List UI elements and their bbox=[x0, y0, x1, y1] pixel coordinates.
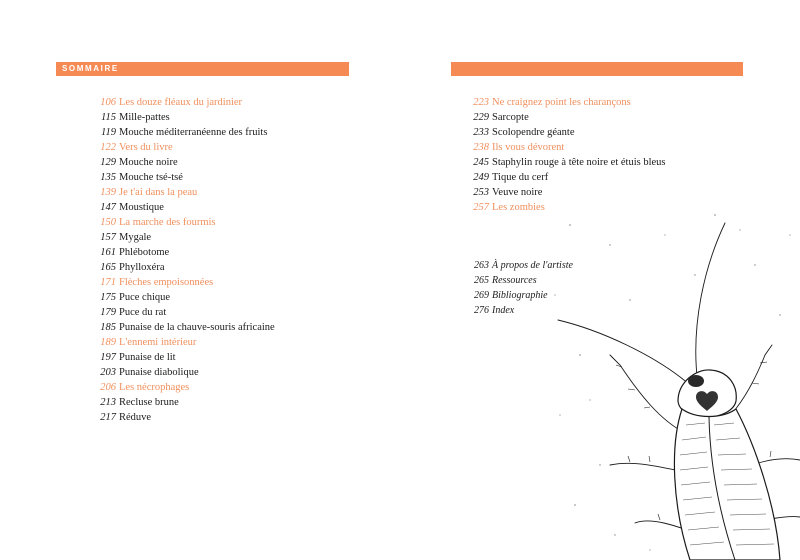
toc-entry bbox=[96, 365, 275, 380]
toc-entry bbox=[96, 215, 275, 230]
toc-page-number: 276 bbox=[474, 305, 489, 316]
toc-section-title: Les douze fléaux du jardinier bbox=[119, 97, 243, 108]
toc-page-number: 253 bbox=[473, 187, 489, 198]
toc-entry-title: Réduve bbox=[119, 412, 152, 423]
toc-entry-title: Phylloxéra bbox=[119, 262, 165, 273]
toc-entry-title: Moustique bbox=[119, 202, 164, 213]
toc-entry-title: Phlébotome bbox=[119, 247, 170, 258]
toc-page-number: 106 bbox=[100, 97, 116, 108]
toc-page-number: 265 bbox=[474, 275, 489, 286]
toc-page-number: 263 bbox=[474, 260, 489, 271]
toc-page-number: 147 bbox=[100, 202, 116, 213]
toc-entry bbox=[469, 125, 666, 140]
header-bar-right bbox=[451, 62, 743, 76]
toc-entry-title: Veuve noire bbox=[492, 187, 543, 198]
header-bar-left bbox=[56, 62, 349, 76]
toc-entry-title: Mille-pattes bbox=[119, 112, 170, 123]
toc-entry-title: Ressources bbox=[492, 275, 537, 286]
page-title: SOMMAIRE bbox=[62, 64, 119, 73]
toc-entry-title: À propos de l'artiste bbox=[492, 260, 573, 271]
toc-page-number: 229 bbox=[473, 112, 489, 123]
toc-entry bbox=[469, 155, 666, 170]
toc-entry bbox=[96, 95, 275, 110]
toc-entry-title: Puce du rat bbox=[119, 307, 167, 318]
toc-page-number: 165 bbox=[100, 262, 116, 273]
toc-entry-title: Punaise de lit bbox=[119, 352, 176, 363]
toc-entry-title: Tique du cerf bbox=[492, 172, 549, 183]
toc-entry bbox=[469, 185, 666, 200]
toc-entry bbox=[96, 140, 275, 155]
toc-entry bbox=[96, 185, 275, 200]
toc-entry-title: Punaise de la chauve-souris africaine bbox=[119, 322, 275, 333]
toc-entry bbox=[96, 395, 275, 410]
toc-entry bbox=[96, 275, 275, 290]
toc-section-title: Ils vous dévorent bbox=[492, 142, 565, 153]
toc-entry bbox=[469, 95, 666, 110]
toc-entry-title: Sarcopte bbox=[492, 112, 529, 123]
toc-entry-title: Mouche méditerranéenne des fruits bbox=[119, 127, 268, 138]
toc-page-number: 122 bbox=[100, 142, 116, 153]
toc-page-number: 175 bbox=[100, 292, 116, 303]
toc-page-number: 115 bbox=[101, 112, 116, 123]
toc-entry bbox=[469, 170, 666, 185]
toc-right-column bbox=[469, 95, 666, 215]
toc-entry bbox=[96, 380, 275, 395]
toc-page-number: 119 bbox=[101, 127, 116, 138]
toc-entry bbox=[96, 110, 275, 125]
toc-entry-title: Mouche tsé-tsé bbox=[119, 172, 183, 183]
toc-entry bbox=[96, 260, 275, 275]
wing-body bbox=[674, 409, 780, 560]
toc-entry-title: Recluse brune bbox=[119, 397, 179, 408]
toc-left-column bbox=[96, 95, 275, 425]
toc-section-title: Les nécrophages bbox=[119, 382, 190, 393]
toc-entry bbox=[96, 290, 275, 305]
toc-entry bbox=[96, 125, 275, 140]
toc-page-number: 249 bbox=[473, 172, 489, 183]
toc-entry-title: Punaise diabolique bbox=[119, 367, 199, 378]
toc-entry-title: Index bbox=[492, 305, 515, 316]
toc-page-number: 233 bbox=[473, 127, 489, 138]
head bbox=[688, 375, 704, 387]
toc-entry bbox=[469, 140, 666, 155]
toc-page-number: 238 bbox=[473, 142, 489, 153]
toc-page-number: 206 bbox=[100, 382, 116, 393]
toc-page-number: 179 bbox=[100, 307, 116, 318]
toc-entry bbox=[96, 245, 275, 260]
toc-entry bbox=[96, 230, 275, 245]
toc-page-number: 129 bbox=[100, 157, 116, 168]
toc-entry-title: Mouche noire bbox=[119, 157, 178, 168]
toc-section-title: Je t'ai dans la peau bbox=[119, 187, 198, 198]
toc-entry bbox=[96, 320, 275, 335]
toc-entry bbox=[96, 155, 275, 170]
toc-entry bbox=[96, 200, 275, 215]
toc-page-number: 203 bbox=[100, 367, 116, 378]
toc-entry-title: Bibliographie bbox=[492, 290, 548, 301]
toc-entry bbox=[96, 410, 275, 425]
toc-entry bbox=[96, 305, 275, 320]
toc-page-number: 269 bbox=[474, 290, 489, 301]
toc-entry-title: Mygale bbox=[119, 232, 152, 243]
toc-entry bbox=[96, 170, 275, 185]
toc-page-number: 245 bbox=[473, 157, 489, 168]
toc-section-title: Les zombies bbox=[492, 202, 545, 213]
toc-section-title: Ne craignez point les charançons bbox=[492, 97, 631, 108]
toc-entry bbox=[96, 335, 275, 350]
toc-section-title: Flèches empoisonnées bbox=[119, 277, 214, 288]
toc-section-title: La marche des fourmis bbox=[119, 217, 216, 228]
toc-page-number: 161 bbox=[100, 247, 116, 258]
toc-page-number: 223 bbox=[473, 97, 489, 108]
toc-entry-title: Scolopendre géante bbox=[492, 127, 575, 138]
toc-page-number: 257 bbox=[473, 202, 489, 213]
toc-section-title: Vers du livre bbox=[119, 142, 173, 153]
cockroach-illustration bbox=[540, 205, 800, 560]
toc-page-number: 189 bbox=[100, 337, 116, 348]
toc-page-number: 139 bbox=[100, 187, 116, 198]
toc-entry bbox=[96, 350, 275, 365]
toc-page-number: 185 bbox=[100, 322, 116, 333]
toc-page-number: 197 bbox=[100, 352, 116, 363]
toc-entry-title: Puce chique bbox=[119, 292, 171, 303]
toc-page-number: 150 bbox=[100, 217, 116, 228]
toc-page-number: 213 bbox=[100, 397, 116, 408]
toc-entry bbox=[469, 110, 666, 125]
toc-section-title: L'ennemi intérieur bbox=[119, 337, 197, 348]
toc-page-number: 157 bbox=[100, 232, 116, 243]
toc-entry-title: Staphylin rouge à tête noire et étuis bleus bbox=[492, 157, 666, 168]
toc-page-number: 135 bbox=[100, 172, 116, 183]
toc-page-number: 171 bbox=[100, 277, 116, 288]
toc-page-number: 217 bbox=[100, 412, 116, 423]
